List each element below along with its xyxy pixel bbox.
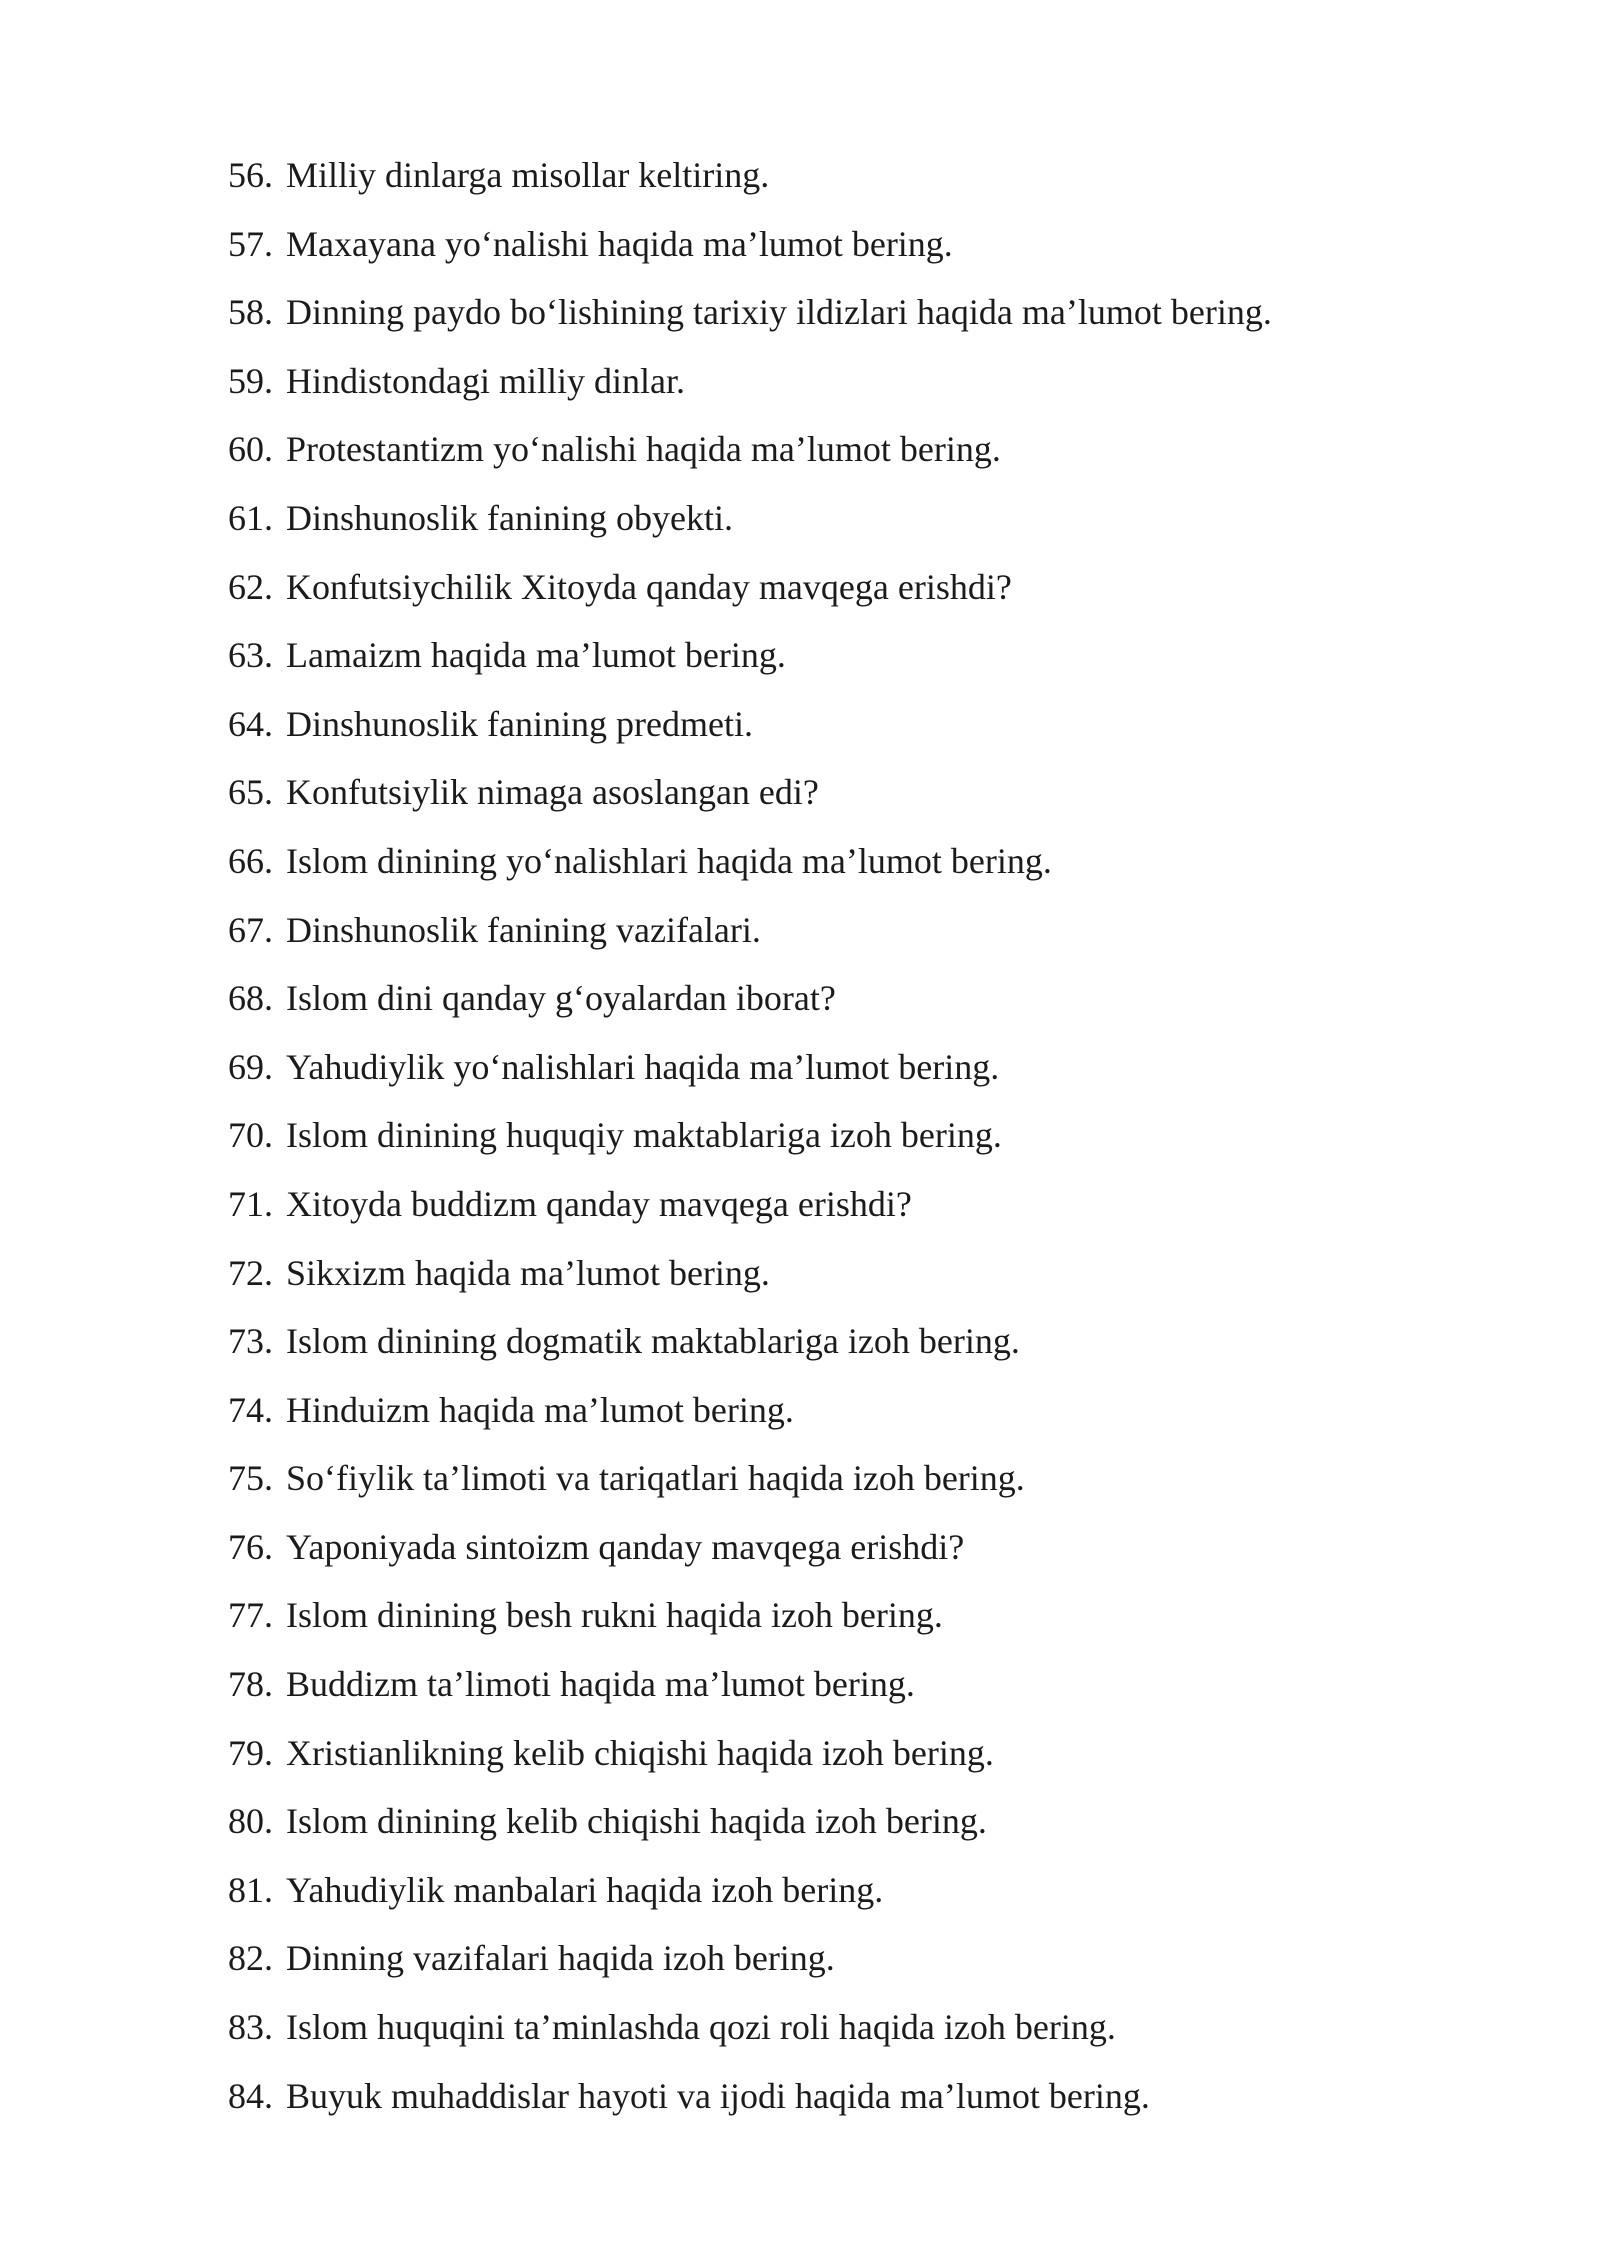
question-text: Hindistondagi milliy dinlar. bbox=[286, 360, 685, 401]
question-number: 80. bbox=[228, 1801, 273, 1842]
question-text: Islom dinining kelib chiqishi haqida izoh bering. bbox=[286, 1801, 987, 1842]
question-item bbox=[0, 1517, 1600, 1586]
question-item bbox=[0, 1105, 1600, 1174]
question-text: Xitoyda buddizm qanday mavqega erishdi? bbox=[286, 1183, 912, 1224]
question-text: Konfutsiychilik Xitoyda qanday mavqega erishdi? bbox=[286, 566, 1012, 607]
question-number: 84. bbox=[228, 2075, 273, 2116]
question-number: 60. bbox=[228, 429, 273, 470]
question-item bbox=[0, 1380, 1600, 1449]
question-item bbox=[0, 351, 1600, 420]
question-list bbox=[0, 145, 1600, 2134]
question-text: Islom dini qanday g‘oyalardan iborat? bbox=[286, 978, 836, 1019]
question-item bbox=[0, 1243, 1600, 1312]
question-item bbox=[0, 1311, 1600, 1380]
question-number: 75. bbox=[228, 1458, 273, 1499]
question-number: 68. bbox=[228, 978, 273, 1019]
question-number: 65. bbox=[228, 772, 273, 813]
question-item bbox=[0, 1928, 1600, 1997]
question-number: 76. bbox=[228, 1526, 273, 1567]
question-text: Islom dinining yo‘nalishlari haqida ma’lumot bering. bbox=[286, 840, 1052, 881]
question-text: Islom dinining huquqiy maktablariga izoh bering. bbox=[286, 1115, 1002, 1156]
question-text: Dinshunoslik fanining vazifalari. bbox=[286, 909, 761, 950]
question-item bbox=[0, 214, 1600, 283]
question-number: 66. bbox=[228, 840, 273, 881]
question-number: 67. bbox=[228, 909, 273, 950]
question-number: 71. bbox=[228, 1183, 273, 1224]
question-text: Xristianlikning kelib chiqishi haqida izoh bering. bbox=[286, 1732, 994, 1773]
question-item bbox=[0, 1723, 1600, 1792]
question-text: Maxayana yo‘nalishi haqida ma’lumot bering. bbox=[286, 223, 953, 264]
question-number: 77. bbox=[228, 1595, 273, 1636]
question-text: Islom dinining dogmatik maktablariga izoh bering. bbox=[286, 1321, 1020, 1362]
question-number: 57. bbox=[228, 223, 273, 264]
question-text: Dinshunoslik fanining predmeti. bbox=[286, 703, 753, 744]
question-number: 74. bbox=[228, 1389, 273, 1430]
question-number: 83. bbox=[228, 2007, 273, 2048]
question-number: 78. bbox=[228, 1664, 273, 1705]
question-text: Yaponiyada sintoizm qanday mavqega erishdi? bbox=[286, 1526, 965, 1567]
question-item bbox=[0, 968, 1600, 1037]
question-text: Buddizm ta’limoti haqida ma’lumot bering. bbox=[286, 1664, 915, 1705]
question-item bbox=[0, 1654, 1600, 1723]
question-item bbox=[0, 1174, 1600, 1243]
question-text: Hinduizm haqida ma’lumot bering. bbox=[286, 1389, 794, 1430]
question-number: 59. bbox=[228, 360, 273, 401]
question-text: Islom dinining besh rukni haqida izoh bering. bbox=[286, 1595, 943, 1636]
question-number: 72. bbox=[228, 1252, 273, 1293]
question-text: So‘fiylik ta’limoti va tariqatlari haqida izoh bering. bbox=[286, 1458, 1025, 1499]
question-text: Konfutsiylik nimaga asoslangan edi? bbox=[286, 772, 819, 813]
question-number: 56. bbox=[228, 155, 273, 195]
question-number: 82. bbox=[228, 1938, 273, 1979]
question-item bbox=[0, 694, 1600, 763]
question-item bbox=[0, 2066, 1600, 2135]
question-number: 62. bbox=[228, 566, 273, 607]
question-text: Protestantizm yo‘nalishi haqida ma’lumot bering. bbox=[286, 429, 1001, 470]
question-item bbox=[0, 282, 1600, 351]
question-item bbox=[0, 762, 1600, 831]
question-number: 70. bbox=[228, 1115, 273, 1156]
question-item bbox=[0, 900, 1600, 969]
question-item bbox=[0, 1585, 1600, 1654]
question-item bbox=[0, 1448, 1600, 1517]
question-item bbox=[0, 557, 1600, 626]
question-number: 61. bbox=[228, 497, 273, 538]
question-item bbox=[0, 419, 1600, 488]
question-number: 73. bbox=[228, 1321, 273, 1362]
question-number: 64. bbox=[228, 703, 273, 744]
question-item bbox=[0, 1791, 1600, 1860]
question-item bbox=[0, 1997, 1600, 2066]
question-text: Lamaizm haqida ma’lumot bering. bbox=[286, 635, 786, 676]
question-number: 63. bbox=[228, 635, 273, 676]
question-text: Buyuk muhaddislar hayoti va ijodi haqida ma’lumot bering. bbox=[286, 2075, 1150, 2116]
question-number: 81. bbox=[228, 1869, 273, 1910]
question-text: Milliy dinlarga misollar keltiring. bbox=[286, 155, 770, 195]
question-item bbox=[0, 1860, 1600, 1929]
question-text: Sikxizm haqida ma’lumot bering. bbox=[286, 1252, 770, 1293]
question-text: Yahudiylik yo‘nalishlari haqida ma’lumot bering. bbox=[286, 1046, 1000, 1087]
question-item bbox=[0, 488, 1600, 557]
question-item bbox=[0, 831, 1600, 900]
question-text: Dinning vazifalari haqida izoh bering. bbox=[286, 1938, 835, 1979]
question-text: Islom huquqini ta’minlashda qozi roli haqida izoh bering. bbox=[286, 2007, 1116, 2048]
question-text: Dinshunoslik fanining obyekti. bbox=[286, 497, 733, 538]
question-text: Yahudiylik manbalari haqida izoh bering. bbox=[286, 1869, 884, 1910]
question-number: 58. bbox=[228, 292, 273, 333]
question-text: Dinning paydo bo‘lishining tarixiy ildizlari haqida ma’lumot bering. bbox=[286, 292, 1272, 333]
question-number: 79. bbox=[228, 1732, 273, 1773]
question-number: 69. bbox=[228, 1046, 273, 1087]
question-item bbox=[0, 1037, 1600, 1106]
question-item bbox=[0, 625, 1600, 694]
question-item bbox=[0, 145, 1600, 214]
